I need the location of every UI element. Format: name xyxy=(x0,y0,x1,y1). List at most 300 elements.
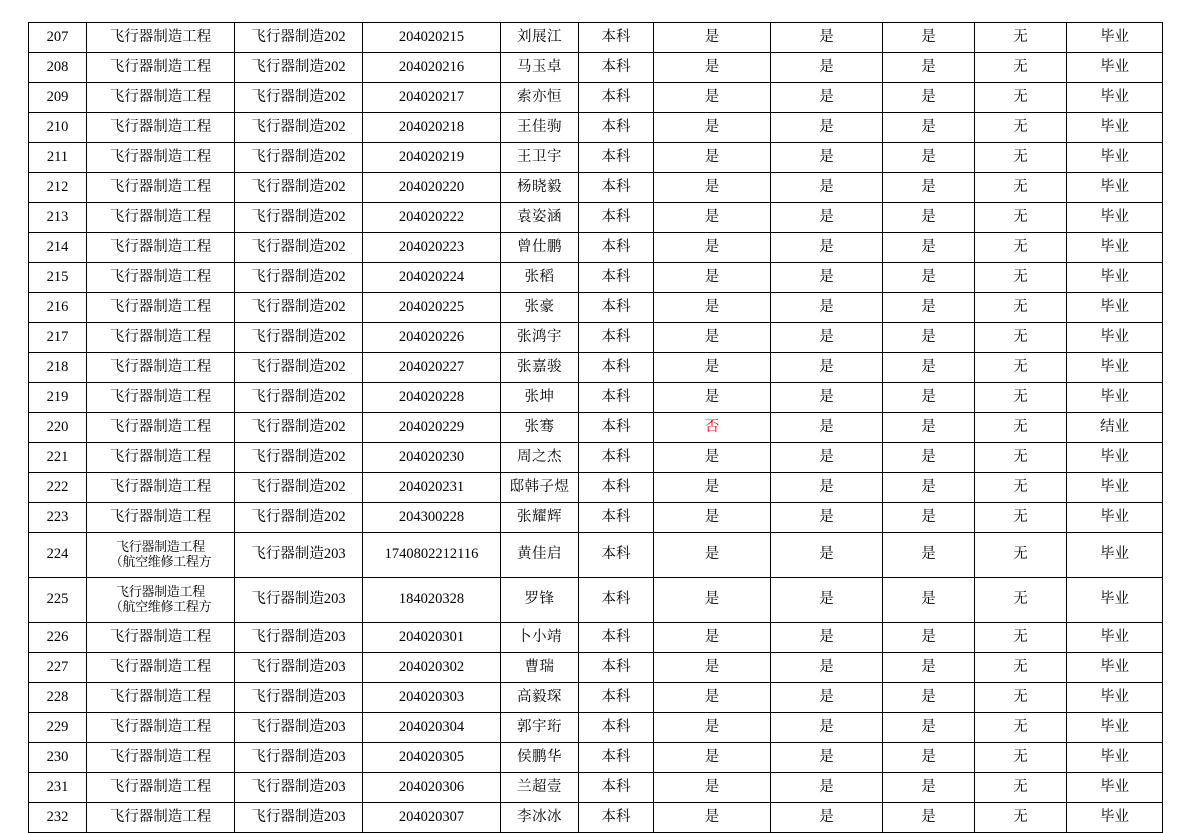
cell-name: 杨晓毅 xyxy=(501,173,579,203)
table-row xyxy=(29,383,1163,413)
cell-flag-3: 是 xyxy=(883,293,975,323)
cell-flag-4: 无 xyxy=(975,113,1067,143)
table-row xyxy=(29,173,1163,203)
table-row xyxy=(29,623,1163,653)
table-row xyxy=(29,353,1163,383)
cell-name: 张耀辉 xyxy=(501,503,579,533)
cell-flag-2: 是 xyxy=(771,383,883,413)
cell-index: 218 xyxy=(29,353,87,383)
table-row xyxy=(29,203,1163,233)
cell-flag-4: 无 xyxy=(975,53,1067,83)
cell-index: 219 xyxy=(29,383,87,413)
table-row xyxy=(29,743,1163,773)
cell-flag-1: 是 xyxy=(654,113,771,143)
cell-flag-2: 是 xyxy=(771,233,883,263)
cell-index: 217 xyxy=(29,323,87,353)
cell-flag-3: 是 xyxy=(883,83,975,113)
cell-flag-1: 是 xyxy=(654,653,771,683)
cell-name: 刘展江 xyxy=(501,23,579,53)
table-body xyxy=(29,23,1163,833)
cell-flag-3: 是 xyxy=(883,203,975,233)
cell-student-id: 204020220 xyxy=(363,173,501,203)
cell-status: 毕业 xyxy=(1067,473,1163,503)
cell-flag-1: 是 xyxy=(654,53,771,83)
cell-level: 本科 xyxy=(579,323,654,353)
cell-index: 207 xyxy=(29,23,87,53)
cell-level: 本科 xyxy=(579,293,654,323)
table-row xyxy=(29,413,1163,443)
cell-status: 毕业 xyxy=(1067,443,1163,473)
cell-flag-1: 是 xyxy=(654,83,771,113)
cell-status: 毕业 xyxy=(1067,383,1163,413)
cell-level: 本科 xyxy=(579,713,654,743)
cell-name: 罗锋 xyxy=(501,578,579,623)
table-row xyxy=(29,533,1163,578)
cell-name: 马玉卓 xyxy=(501,53,579,83)
table-row xyxy=(29,653,1163,683)
cell-flag-2: 是 xyxy=(771,53,883,83)
cell-student-id: 204020301 xyxy=(363,623,501,653)
cell-flag-4: 无 xyxy=(975,683,1067,713)
cell-status: 毕业 xyxy=(1067,233,1163,263)
cell-status: 毕业 xyxy=(1067,263,1163,293)
cell-index: 229 xyxy=(29,713,87,743)
cell-index: 232 xyxy=(29,803,87,833)
cell-flag-3: 是 xyxy=(883,113,975,143)
cell-flag-4: 无 xyxy=(975,653,1067,683)
cell-index: 221 xyxy=(29,443,87,473)
cell-flag-3: 是 xyxy=(883,143,975,173)
cell-flag-3: 是 xyxy=(883,23,975,53)
cell-name: 周之杰 xyxy=(501,443,579,473)
cell-class: 飞行器制造203 xyxy=(235,683,363,713)
cell-class: 飞行器制造203 xyxy=(235,803,363,833)
cell-flag-4: 无 xyxy=(975,743,1067,773)
cell-index: 222 xyxy=(29,473,87,503)
cell-status: 毕业 xyxy=(1067,53,1163,83)
cell-status: 毕业 xyxy=(1067,353,1163,383)
cell-status: 毕业 xyxy=(1067,293,1163,323)
cell-flag-4: 无 xyxy=(975,803,1067,833)
cell-flag-4: 无 xyxy=(975,23,1067,53)
cell-student-id: 204020230 xyxy=(363,443,501,473)
table-row xyxy=(29,233,1163,263)
cell-student-id: 204020302 xyxy=(363,653,501,683)
cell-flag-4: 无 xyxy=(975,533,1067,578)
cell-index: 209 xyxy=(29,83,87,113)
cell-index: 216 xyxy=(29,293,87,323)
table-row xyxy=(29,443,1163,473)
cell-index: 226 xyxy=(29,623,87,653)
cell-flag-4: 无 xyxy=(975,323,1067,353)
cell-flag-1: 是 xyxy=(654,443,771,473)
cell-flag-2: 是 xyxy=(771,443,883,473)
cell-level: 本科 xyxy=(579,623,654,653)
cell-status: 毕业 xyxy=(1067,653,1163,683)
cell-name: 张豪 xyxy=(501,293,579,323)
cell-index: 220 xyxy=(29,413,87,443)
cell-index: 210 xyxy=(29,113,87,143)
cell-flag-2: 是 xyxy=(771,353,883,383)
cell-flag-3: 是 xyxy=(883,323,975,353)
cell-student-id: 204020303 xyxy=(363,683,501,713)
cell-flag-4: 无 xyxy=(975,413,1067,443)
cell-student-id: 204020229 xyxy=(363,413,501,443)
cell-major: 飞行器制造工程 xyxy=(87,623,235,653)
cell-level: 本科 xyxy=(579,203,654,233)
cell-level: 本科 xyxy=(579,263,654,293)
cell-student-id: 204020227 xyxy=(363,353,501,383)
cell-major: 飞行器制造工程 xyxy=(87,743,235,773)
cell-flag-3: 是 xyxy=(883,533,975,578)
cell-level: 本科 xyxy=(579,443,654,473)
cell-major: 飞行器制造工程 xyxy=(87,293,235,323)
cell-flag-1: 是 xyxy=(654,803,771,833)
cell-student-id: 184020328 xyxy=(363,578,501,623)
cell-flag-4: 无 xyxy=(975,233,1067,263)
cell-index: 230 xyxy=(29,743,87,773)
cell-student-id: 204020225 xyxy=(363,293,501,323)
cell-flag-1: 是 xyxy=(654,578,771,623)
cell-class: 飞行器制造202 xyxy=(235,353,363,383)
cell-student-id: 204020306 xyxy=(363,773,501,803)
cell-flag-4: 无 xyxy=(975,773,1067,803)
cell-student-id: 204020226 xyxy=(363,323,501,353)
cell-class: 飞行器制造202 xyxy=(235,233,363,263)
cell-flag-1: 是 xyxy=(654,473,771,503)
cell-status: 毕业 xyxy=(1067,323,1163,353)
cell-level: 本科 xyxy=(579,53,654,83)
cell-student-id: 204020215 xyxy=(363,23,501,53)
cell-class: 飞行器制造202 xyxy=(235,143,363,173)
cell-flag-2: 是 xyxy=(771,413,883,443)
cell-flag-2: 是 xyxy=(771,773,883,803)
cell-name: 张骞 xyxy=(501,413,579,443)
cell-status: 毕业 xyxy=(1067,773,1163,803)
cell-class: 飞行器制造202 xyxy=(235,263,363,293)
cell-flag-1: 是 xyxy=(654,143,771,173)
cell-status: 毕业 xyxy=(1067,143,1163,173)
cell-status: 毕业 xyxy=(1067,683,1163,713)
cell-flag-1: 是 xyxy=(654,263,771,293)
cell-status: 毕业 xyxy=(1067,203,1163,233)
cell-class: 飞行器制造203 xyxy=(235,713,363,743)
cell-name: 卜小靖 xyxy=(501,623,579,653)
cell-index: 228 xyxy=(29,683,87,713)
cell-flag-2: 是 xyxy=(771,293,883,323)
cell-status: 毕业 xyxy=(1067,113,1163,143)
cell-major: 飞行器制造工程 xyxy=(87,503,235,533)
cell-flag-3: 是 xyxy=(883,173,975,203)
cell-flag-3: 是 xyxy=(883,683,975,713)
cell-flag-1: 是 xyxy=(654,323,771,353)
cell-class: 飞行器制造202 xyxy=(235,323,363,353)
cell-class: 飞行器制造202 xyxy=(235,413,363,443)
cell-level: 本科 xyxy=(579,683,654,713)
cell-flag-3: 是 xyxy=(883,473,975,503)
cell-student-id: 204020231 xyxy=(363,473,501,503)
cell-flag-2: 是 xyxy=(771,623,883,653)
cell-major: 飞行器制造工程 xyxy=(87,473,235,503)
cell-major: 飞行器制造工程 xyxy=(87,53,235,83)
cell-status: 毕业 xyxy=(1067,533,1163,578)
cell-flag-1: 是 xyxy=(654,533,771,578)
cell-status: 毕业 xyxy=(1067,578,1163,623)
table-row xyxy=(29,713,1163,743)
cell-index: 224 xyxy=(29,533,87,578)
cell-major-line1: 飞行器制造工程 xyxy=(116,584,205,600)
cell-flag-2: 是 xyxy=(771,653,883,683)
cell-flag-1: 否 xyxy=(654,413,771,443)
cell-name: 郭宇珩 xyxy=(501,713,579,743)
cell-major: 飞行器制造工程 xyxy=(87,773,235,803)
cell-flag-2: 是 xyxy=(771,578,883,623)
cell-student-id: 204020305 xyxy=(363,743,501,773)
cell-flag-2: 是 xyxy=(771,23,883,53)
cell-major-line2: （航空维修工程方 xyxy=(109,599,212,614)
cell-flag-3: 是 xyxy=(883,803,975,833)
cell-level: 本科 xyxy=(579,473,654,503)
cell-class: 飞行器制造202 xyxy=(235,203,363,233)
cell-flag-2: 是 xyxy=(771,713,883,743)
cell-flag-3: 是 xyxy=(883,653,975,683)
cell-index: 213 xyxy=(29,203,87,233)
cell-major: 飞行器制造工程 xyxy=(87,413,235,443)
cell-level: 本科 xyxy=(579,383,654,413)
cell-flag-1: 是 xyxy=(654,293,771,323)
cell-flag-2: 是 xyxy=(771,113,883,143)
cell-flag-1: 是 xyxy=(654,383,771,413)
cell-index: 211 xyxy=(29,143,87,173)
cell-major: 飞行器制造工程 xyxy=(87,683,235,713)
cell-flag-3: 是 xyxy=(883,743,975,773)
cell-index: 212 xyxy=(29,173,87,203)
cell-flag-2: 是 xyxy=(771,473,883,503)
cell-major: 飞行器制造工程 xyxy=(87,383,235,413)
cell-class: 飞行器制造202 xyxy=(235,173,363,203)
cell-flag-2: 是 xyxy=(771,173,883,203)
cell-major: 飞行器制造工程 xyxy=(87,203,235,233)
cell-status: 毕业 xyxy=(1067,743,1163,773)
cell-flag-3: 是 xyxy=(883,578,975,623)
cell-name: 袁姿涵 xyxy=(501,203,579,233)
cell-major: 飞行器制造工程 xyxy=(87,233,235,263)
cell-flag-2: 是 xyxy=(771,143,883,173)
cell-major: 飞行器制造工程 xyxy=(87,83,235,113)
cell-level: 本科 xyxy=(579,143,654,173)
table-row xyxy=(29,773,1163,803)
cell-status: 毕业 xyxy=(1067,713,1163,743)
cell-flag-4: 无 xyxy=(975,503,1067,533)
cell-flag-4: 无 xyxy=(975,383,1067,413)
table-row xyxy=(29,803,1163,833)
cell-class: 飞行器制造202 xyxy=(235,503,363,533)
cell-flag-3: 是 xyxy=(883,263,975,293)
cell-class: 飞行器制造202 xyxy=(235,113,363,143)
cell-level: 本科 xyxy=(579,173,654,203)
cell-major: 飞行器制造工程 xyxy=(87,323,235,353)
cell-flag-3: 是 xyxy=(883,413,975,443)
cell-flag-2: 是 xyxy=(771,263,883,293)
cell-major: 飞行器制造工程 xyxy=(87,173,235,203)
cell-major: 飞行器制造工程 xyxy=(87,443,235,473)
student-roster-table xyxy=(28,22,1163,833)
cell-index: 214 xyxy=(29,233,87,263)
cell-flag-1: 是 xyxy=(654,743,771,773)
cell-level: 本科 xyxy=(579,533,654,578)
cell-index: 215 xyxy=(29,263,87,293)
cell-status: 毕业 xyxy=(1067,23,1163,53)
cell-level: 本科 xyxy=(579,233,654,263)
cell-major xyxy=(87,578,235,623)
cell-flag-1: 是 xyxy=(654,203,771,233)
cell-flag-2: 是 xyxy=(771,503,883,533)
cell-name: 黄佳启 xyxy=(501,533,579,578)
cell-name: 邸韩子煜 xyxy=(501,473,579,503)
cell-student-id: 204020218 xyxy=(363,113,501,143)
cell-student-id: 1740802212116 xyxy=(363,533,501,578)
cell-student-id: 204020228 xyxy=(363,383,501,413)
cell-class: 飞行器制造202 xyxy=(235,443,363,473)
cell-class: 飞行器制造203 xyxy=(235,743,363,773)
cell-class: 飞行器制造202 xyxy=(235,83,363,113)
cell-name: 张稻 xyxy=(501,263,579,293)
cell-flag-1: 是 xyxy=(654,173,771,203)
cell-student-id: 204020216 xyxy=(363,53,501,83)
table-row xyxy=(29,23,1163,53)
table-row xyxy=(29,683,1163,713)
cell-flag-3: 是 xyxy=(883,773,975,803)
cell-status: 毕业 xyxy=(1067,623,1163,653)
cell-name: 王卫宇 xyxy=(501,143,579,173)
cell-flag-3: 是 xyxy=(883,233,975,263)
cell-flag-1: 是 xyxy=(654,683,771,713)
cell-index: 208 xyxy=(29,53,87,83)
cell-major xyxy=(87,533,235,578)
cell-student-id: 204020223 xyxy=(363,233,501,263)
cell-flag-4: 无 xyxy=(975,203,1067,233)
table-row xyxy=(29,473,1163,503)
cell-status: 结业 xyxy=(1067,413,1163,443)
cell-major-line2: （航空维修工程方 xyxy=(109,554,212,569)
cell-flag-2: 是 xyxy=(771,83,883,113)
cell-flag-3: 是 xyxy=(883,53,975,83)
cell-flag-1: 是 xyxy=(654,713,771,743)
cell-major-line1: 飞行器制造工程 xyxy=(116,539,205,555)
cell-name: 兰超壹 xyxy=(501,773,579,803)
cell-major: 飞行器制造工程 xyxy=(87,113,235,143)
cell-level: 本科 xyxy=(579,353,654,383)
cell-class: 飞行器制造202 xyxy=(235,23,363,53)
cell-index: 227 xyxy=(29,653,87,683)
cell-flag-4: 无 xyxy=(975,473,1067,503)
cell-major: 飞行器制造工程 xyxy=(87,353,235,383)
cell-flag-4: 无 xyxy=(975,443,1067,473)
cell-class: 飞行器制造203 xyxy=(235,533,363,578)
cell-major: 飞行器制造工程 xyxy=(87,653,235,683)
cell-flag-1: 是 xyxy=(654,503,771,533)
cell-name: 张嘉骏 xyxy=(501,353,579,383)
cell-class: 飞行器制造203 xyxy=(235,623,363,653)
cell-class: 飞行器制造202 xyxy=(235,53,363,83)
cell-flag-3: 是 xyxy=(883,383,975,413)
cell-level: 本科 xyxy=(579,803,654,833)
cell-name: 张鸿宇 xyxy=(501,323,579,353)
cell-flag-3: 是 xyxy=(883,353,975,383)
cell-flag-4: 无 xyxy=(975,173,1067,203)
table-row xyxy=(29,143,1163,173)
cell-index: 225 xyxy=(29,578,87,623)
cell-level: 本科 xyxy=(579,413,654,443)
cell-flag-4: 无 xyxy=(975,293,1067,323)
cell-student-id: 204020224 xyxy=(363,263,501,293)
cell-index: 223 xyxy=(29,503,87,533)
cell-level: 本科 xyxy=(579,743,654,773)
cell-flag-2: 是 xyxy=(771,203,883,233)
cell-student-id: 204020307 xyxy=(363,803,501,833)
cell-class: 飞行器制造202 xyxy=(235,473,363,503)
cell-status: 毕业 xyxy=(1067,173,1163,203)
cell-name: 曹瑞 xyxy=(501,653,579,683)
cell-flag-3: 是 xyxy=(883,443,975,473)
cell-flag-1: 是 xyxy=(654,233,771,263)
cell-name: 曾仕鹏 xyxy=(501,233,579,263)
table-row xyxy=(29,53,1163,83)
cell-name: 李冰冰 xyxy=(501,803,579,833)
cell-level: 本科 xyxy=(579,83,654,113)
cell-class: 飞行器制造203 xyxy=(235,578,363,623)
cell-class: 飞行器制造203 xyxy=(235,653,363,683)
cell-status: 毕业 xyxy=(1067,803,1163,833)
cell-flag-1: 是 xyxy=(654,23,771,53)
cell-flag-1: 是 xyxy=(654,773,771,803)
cell-class: 飞行器制造202 xyxy=(235,293,363,323)
cell-student-id: 204020219 xyxy=(363,143,501,173)
cell-flag-4: 无 xyxy=(975,83,1067,113)
cell-level: 本科 xyxy=(579,578,654,623)
cell-flag-4: 无 xyxy=(975,623,1067,653)
cell-major: 飞行器制造工程 xyxy=(87,263,235,293)
cell-flag-4: 无 xyxy=(975,143,1067,173)
cell-flag-1: 是 xyxy=(654,623,771,653)
table-row xyxy=(29,83,1163,113)
table-row xyxy=(29,263,1163,293)
cell-status: 毕业 xyxy=(1067,503,1163,533)
table-row xyxy=(29,578,1163,623)
cell-flag-2: 是 xyxy=(771,803,883,833)
cell-flag-3: 是 xyxy=(883,623,975,653)
cell-level: 本科 xyxy=(579,23,654,53)
cell-flag-4: 无 xyxy=(975,353,1067,383)
cell-flag-4: 无 xyxy=(975,263,1067,293)
cell-flag-2: 是 xyxy=(771,683,883,713)
cell-name: 张坤 xyxy=(501,383,579,413)
cell-flag-4: 无 xyxy=(975,578,1067,623)
cell-major: 飞行器制造工程 xyxy=(87,143,235,173)
cell-index: 231 xyxy=(29,773,87,803)
cell-name: 高毅琛 xyxy=(501,683,579,713)
cell-class: 飞行器制造202 xyxy=(235,383,363,413)
cell-flag-2: 是 xyxy=(771,533,883,578)
cell-flag-4: 无 xyxy=(975,713,1067,743)
cell-level: 本科 xyxy=(579,113,654,143)
cell-major: 飞行器制造工程 xyxy=(87,803,235,833)
cell-student-id: 204020222 xyxy=(363,203,501,233)
table-row xyxy=(29,323,1163,353)
cell-major: 飞行器制造工程 xyxy=(87,713,235,743)
cell-major: 飞行器制造工程 xyxy=(87,23,235,53)
table-row xyxy=(29,113,1163,143)
